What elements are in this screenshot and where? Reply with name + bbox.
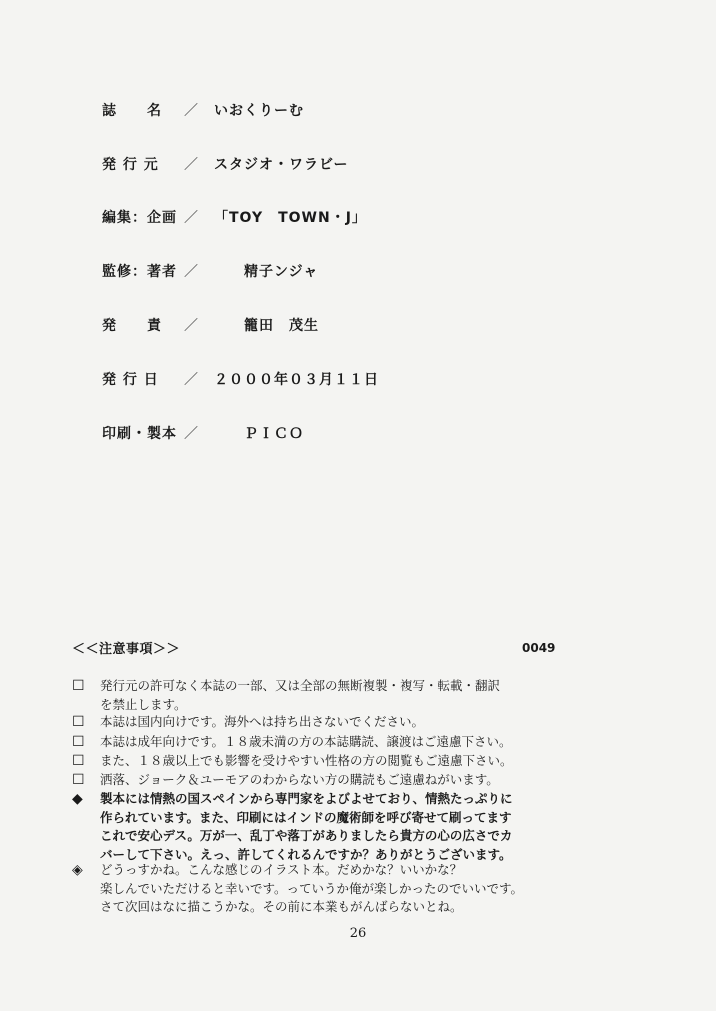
page-code: 0049: [522, 641, 556, 655]
colophon-row: [102, 261, 318, 281]
colophon-row: [102, 207, 367, 227]
colophon-label: 発 責: [102, 318, 162, 334]
colophon-slash: ／: [184, 210, 199, 226]
colophon-slash: ／: [184, 426, 199, 442]
note-text: [100, 771, 590, 790]
note-text: [100, 752, 590, 771]
colophon-value: 「TOY TOWN・J」: [214, 210, 367, 226]
note-text: [100, 713, 590, 732]
note-line: 作られています。また、印刷にはインドの魔術師を呼び寄せて刷ってます: [100, 809, 512, 825]
checkbox-icon: ☐: [72, 678, 85, 694]
colophon-slash: ／: [184, 157, 199, 173]
colophon-label: 誌 名: [102, 103, 162, 119]
colophon-label: 編集：企画: [102, 210, 177, 226]
colophon-value: 精子ンジャ: [214, 264, 319, 280]
note-line: 発行元の許可なく本誌の一部、又は全部の無断複製・複写・転載・翻訳: [100, 678, 501, 693]
note-line: さて次回はなに描こうかな。その前に本業もがんばらないとね。: [100, 899, 463, 914]
diamond-icon: ◆: [72, 791, 83, 807]
colophon-slash: ／: [184, 318, 199, 334]
note-line: を禁止します。: [100, 696, 187, 712]
colophon-label: 発 行 日: [102, 372, 159, 388]
note-line: 製本には情熱の国スペインから専門家をよびよせており、情熱たっぷりに: [100, 791, 513, 806]
note-text: [100, 677, 590, 714]
checkbox-icon: ☐: [72, 772, 85, 788]
note-line: 本誌は成年向けです。１８歳未満の方の本誌購読、譲渡はご遠慮下さい。: [100, 734, 512, 749]
colophon-row: [102, 315, 319, 335]
note-line: これで安心デス。万が一、乱丁や落丁がありましたら貴方の心の広さでカ: [100, 828, 513, 843]
note-text: [100, 790, 590, 864]
page-number: 26: [349, 926, 367, 941]
colophon-label: 印刷・製本: [102, 426, 177, 442]
notes-header: ＜＜注意事項＞＞: [72, 642, 181, 657]
note-line: バーして下さい。えっ、許してくれるんですか？ありがとうございます。: [100, 846, 512, 862]
note-line: 洒落、ジョーク＆ユーモアのわからない方の購読もご遠慮ねがいます。: [100, 772, 499, 787]
checkbox-icon: ☐: [72, 753, 85, 769]
colophon-value: スタジオ・ワラビー: [214, 157, 349, 173]
colophon-row: [102, 100, 304, 120]
colophon-value: いおくりーむ: [214, 103, 304, 119]
colophon-row: [102, 369, 379, 389]
colophon-value: ２０００年０３月１１日: [214, 372, 379, 388]
checkbox-icon: ☐: [72, 714, 85, 730]
colophon-value: 籠田 茂生: [214, 318, 319, 334]
colophon-value: ＰＩＣＯ: [214, 426, 304, 442]
note-line: また、１８歳以上でも影響を受けやすい性格の方の閲覧もご遠慮下さい。: [100, 753, 513, 768]
note-text: [100, 861, 590, 917]
colophon-label: 監修：著者: [102, 264, 177, 280]
colophon-slash: ／: [184, 103, 199, 119]
note-line: どうっすかね。こんな感じのイラスト本。だめかな？いいかな？: [100, 862, 463, 877]
note-text: [100, 733, 590, 752]
note-line: 本誌は国内向けです。海外へは持ち出さないでください。: [100, 714, 425, 729]
colophon-slash: ／: [184, 264, 199, 280]
colophon-row: [102, 423, 304, 443]
cube-icon: ◈: [72, 862, 83, 878]
colophon-row: [102, 154, 348, 174]
colophon-slash: ／: [184, 372, 199, 388]
note-line: 楽しんでいただけると幸いです。っていうか俺が楽しかったのでいいです。: [100, 880, 524, 896]
colophon-label: 発 行 元: [102, 157, 159, 173]
checkbox-icon: ☐: [72, 734, 85, 750]
